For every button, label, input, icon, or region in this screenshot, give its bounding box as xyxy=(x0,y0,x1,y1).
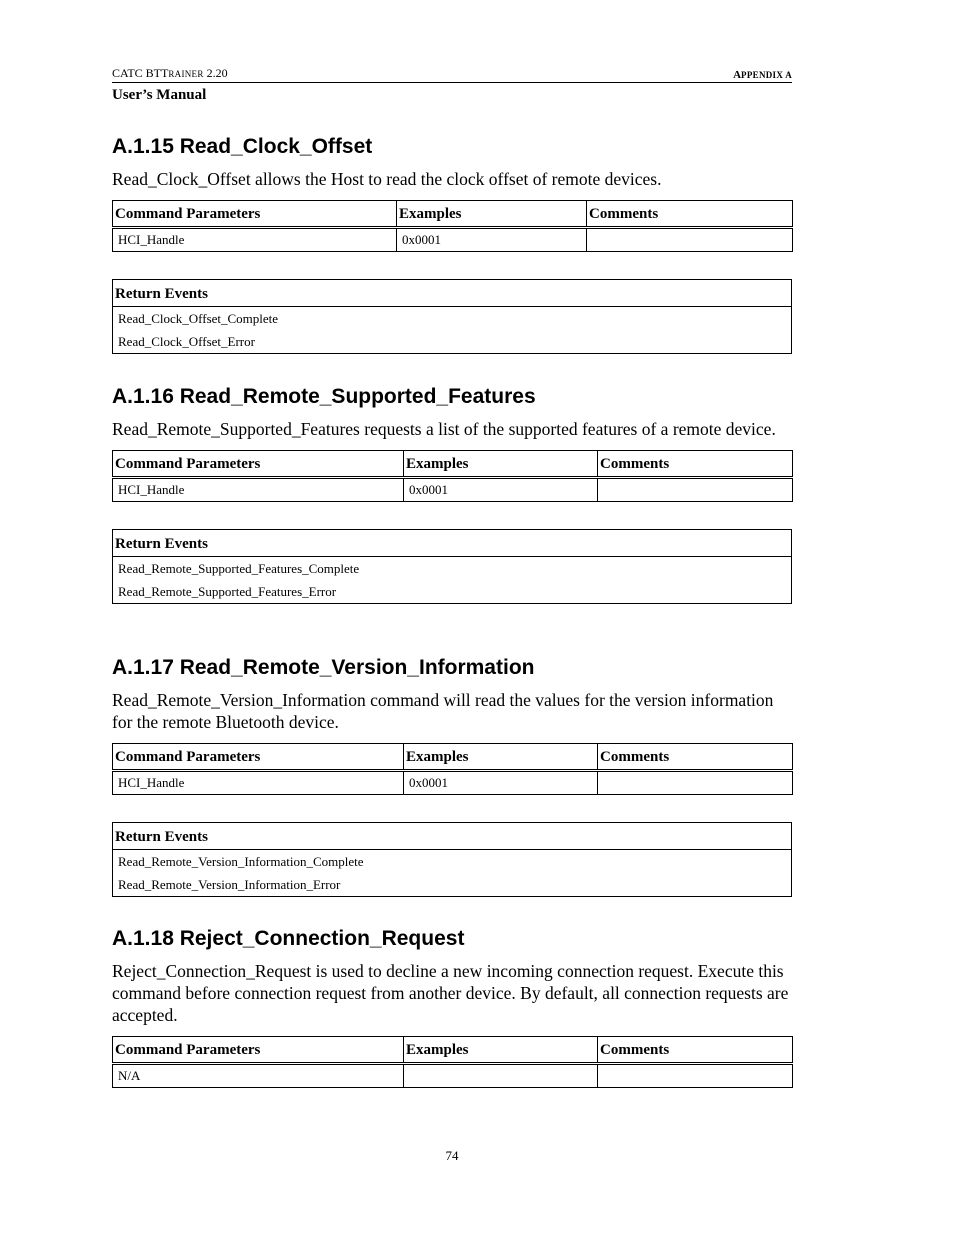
header-comments: Comments xyxy=(587,201,793,228)
section-read-clock-offset xyxy=(112,134,792,354)
cell-comment xyxy=(587,228,793,252)
cell-comment xyxy=(598,478,793,502)
cell-example: 0x0001 xyxy=(404,478,598,502)
return-event: Read_Remote_Version_Information_Complete xyxy=(113,850,792,874)
header-command-parameters: Command Parameters xyxy=(113,201,397,228)
command-parameters-table xyxy=(112,450,793,502)
appendix-rest: PPENDIX A xyxy=(741,70,792,80)
header-return-events: Return Events xyxy=(113,280,792,307)
header-comments: Comments xyxy=(598,451,793,478)
return-event: Read_Remote_Supported_Features_Error xyxy=(113,580,792,604)
return-event: Read_Clock_Offset_Error xyxy=(113,330,792,354)
command-parameters-table xyxy=(112,1036,793,1088)
table-row xyxy=(113,478,793,502)
cell-example: 0x0001 xyxy=(404,771,598,795)
section-description: Reject_Connection_Request is used to decline a new incoming connection request. Execute this command before connection request from another device. By default, all connection requests are accepted. xyxy=(112,961,789,1025)
section-title: A.1.15 Read_Clock_Offset xyxy=(112,135,373,158)
cell-example xyxy=(404,1064,598,1088)
cell-example: 0x0001 xyxy=(397,228,587,252)
header-examples: Examples xyxy=(404,451,598,478)
section-title: A.1.17 Read_Remote_Version_Information xyxy=(112,656,535,679)
table-header-row xyxy=(113,280,792,307)
header-rule xyxy=(112,66,792,83)
table-row xyxy=(113,557,792,581)
header-return-events: Return Events xyxy=(113,530,792,557)
command-parameters-table xyxy=(112,200,793,252)
table-header-row xyxy=(113,451,793,478)
section-title: A.1.18 Reject_Connection_Request xyxy=(112,927,465,950)
table-header-row xyxy=(113,823,792,850)
table-row xyxy=(113,771,793,795)
cell-parameter: HCI_Handle xyxy=(113,478,404,502)
section-read-remote-version-information xyxy=(112,655,792,897)
header-command-parameters: Command Parameters xyxy=(113,744,404,771)
header-comments: Comments xyxy=(598,744,793,771)
cell-parameter: N/A xyxy=(113,1064,404,1088)
section-description: Read_Remote_Supported_Features requests a list of the supported features of a remote device. xyxy=(112,419,776,439)
product-smallcaps: RAINER xyxy=(168,69,204,79)
appendix-label xyxy=(733,69,792,81)
section-description: Read_Remote_Version_Information command will read the values for the version information for the remote Bluetooth device. xyxy=(112,690,774,732)
product-version: 2.20 xyxy=(206,66,228,80)
table-header-row xyxy=(113,201,793,228)
return-events-table xyxy=(112,822,792,897)
table-row xyxy=(113,580,792,604)
appendix-first: A xyxy=(733,69,742,81)
table-header-row xyxy=(113,530,792,557)
cell-comment xyxy=(598,771,793,795)
cell-parameter: HCI_Handle xyxy=(113,228,397,252)
header-examples: Examples xyxy=(397,201,587,228)
header-comments: Comments xyxy=(598,1037,793,1064)
section-title: A.1.16 Read_Remote_Supported_Features xyxy=(112,385,536,408)
header-command-parameters: Command Parameters xyxy=(113,1037,404,1064)
header-command-parameters: Command Parameters xyxy=(113,451,404,478)
section-read-remote-supported-features xyxy=(112,384,792,604)
page-header xyxy=(112,66,792,104)
table-row xyxy=(113,307,792,331)
table-header-row xyxy=(113,744,793,771)
return-event: Read_Remote_Supported_Features_Complete xyxy=(113,557,792,581)
product-prefix: CATC BTT xyxy=(112,66,169,80)
header-examples: Examples xyxy=(404,744,598,771)
product-name xyxy=(112,66,228,81)
return-event: Read_Remote_Version_Information_Error xyxy=(113,873,792,897)
manual-label: User’s Manual xyxy=(112,87,207,103)
command-parameters-table xyxy=(112,743,793,795)
cell-parameter: HCI_Handle xyxy=(113,771,404,795)
table-row xyxy=(113,330,792,354)
table-row xyxy=(113,873,792,897)
table-row xyxy=(113,228,793,252)
table-row xyxy=(113,1064,793,1088)
header-examples: Examples xyxy=(404,1037,598,1064)
return-events-table xyxy=(112,529,792,604)
return-event: Read_Clock_Offset_Complete xyxy=(113,307,792,331)
section-description: Read_Clock_Offset allows the Host to read the clock offset of remote devices. xyxy=(112,169,662,189)
table-row xyxy=(113,850,792,874)
header-return-events: Return Events xyxy=(113,823,792,850)
cell-comment xyxy=(598,1064,793,1088)
return-events-table xyxy=(112,279,792,354)
page-number: 74 xyxy=(445,1148,459,1163)
section-reject-connection-request xyxy=(112,926,792,1088)
table-header-row xyxy=(113,1037,793,1064)
